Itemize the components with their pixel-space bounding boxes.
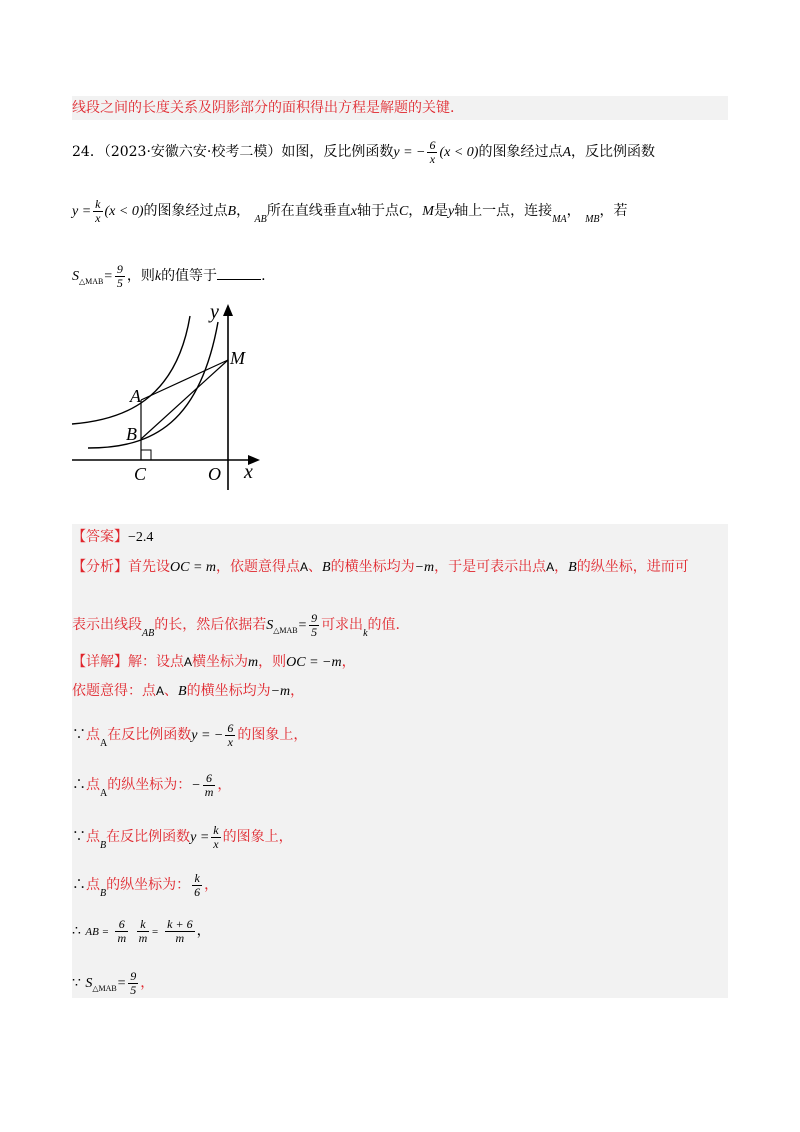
answer-tag: 【答案】	[72, 529, 128, 545]
area-symbol: S	[72, 269, 79, 285]
y-axis-arrow	[223, 304, 233, 316]
analysis-line-2: 表示出线段$_{AB}$的长，然后依据若$S_{\triangle MAB}=$ $\frac{9}{5}$ 可求出$_k$的值.	[72, 611, 400, 640]
segment-ab: AB	[254, 214, 267, 226]
problem-text: 如图，反比例函数	[281, 144, 394, 161]
function-1-condition: (x < 0)	[439, 145, 479, 161]
segment-mb-line	[141, 360, 228, 439]
answer-value: −2.4	[128, 530, 154, 545]
header-note: 线段之间的长度关系及阴影部分的面积得出方程是解题的关键.	[72, 100, 455, 116]
label-x: x	[244, 461, 253, 483]
detail-tag: 【详解】	[72, 654, 128, 670]
analysis-line-1: 【分析】首先设OC = m，依题意得点A、B的横坐标均为−m，于是可表示出点A，B的纵坐标，进而可	[72, 559, 689, 575]
detail-line-2: 依题意得：点A、B的横坐标均为−m，	[72, 683, 305, 699]
label-y: y	[210, 302, 219, 323]
answer-blank	[217, 267, 261, 280]
function-2: y =	[72, 204, 92, 220]
problem-number: 24．	[72, 144, 104, 161]
segment-ma-line	[141, 360, 228, 400]
function-2-condition: (x < 0)	[104, 204, 144, 220]
curve-y-k-over-x	[88, 322, 218, 448]
detail-line-4: ∴点$_A$的纵坐标为：− $\frac{6}{m}$ ，	[72, 771, 232, 800]
detail-line-7: ∴ AB = $\frac{6}{m}$ $\frac{k}{m}$ = $\frac{k + 6}{m}$ ，	[72, 917, 211, 945]
curve-y-neg-6-over-x	[72, 316, 190, 424]
problem-line-2: y = $\frac{k}{x}$ (x < 0)的图象经过点B， $_{AB}$所在直线垂直x轴于点C，M是y轴上一点，连接$_{MA}$， $_{MB}$，若	[72, 197, 628, 226]
label-o: O	[208, 464, 221, 484]
segment-ma: MA	[552, 214, 567, 226]
problem-line-1: 24．（2023·安徽六安·校考二模）如图，反比例函数y = − $\frac{6}{x}$ (x < 0)的图象经过点A，反比例函数	[72, 138, 656, 166]
function-1: y = −	[393, 145, 426, 161]
detail-line-8: ∵ $S_{\triangle MAB}=$ $\frac{9}{5}$ ，	[72, 969, 155, 997]
label-a: A	[130, 386, 141, 406]
analysis-fraction: $\frac{9}{5}$	[311, 611, 318, 639]
problem-source: （2023·安徽六安·校考二模）	[103, 144, 282, 161]
label-c: C	[134, 464, 147, 484]
detail-line-6: ∴点$_B$的纵坐标为： $\frac{k}{6}$ ，	[72, 871, 219, 900]
area-fraction: $\frac{9}{5}$	[116, 262, 123, 290]
function-graph-figure	[64, 302, 284, 492]
function-1-fraction: $\frac{6}{x}$	[429, 138, 436, 166]
detail-line-5: ∵点$_B$在反比例函数y = $\frac{k}{x}$ 的图象上，	[72, 823, 293, 852]
detail-line-1: 【详解】解：设点A横坐标为m，则OC = −m，	[72, 654, 356, 670]
label-m: M	[230, 348, 245, 368]
answer-line	[72, 530, 153, 545]
right-angle-mark	[141, 450, 151, 460]
detail-line-3: ∵点$_A$在反比例函数y = − $\frac{6}{x}$ 的图象上，	[72, 721, 308, 750]
analysis-tag: 【分析】	[72, 559, 128, 575]
function-2-fraction: $\frac{k}{x}$	[95, 197, 101, 225]
point-a: A	[562, 145, 572, 161]
problem-line-3: $S_{\triangle MAB}=$ $\frac{9}{5}$ ，则k的值等于 .	[72, 262, 266, 290]
label-b: B	[126, 424, 137, 444]
segment-mb: MB	[585, 214, 600, 226]
